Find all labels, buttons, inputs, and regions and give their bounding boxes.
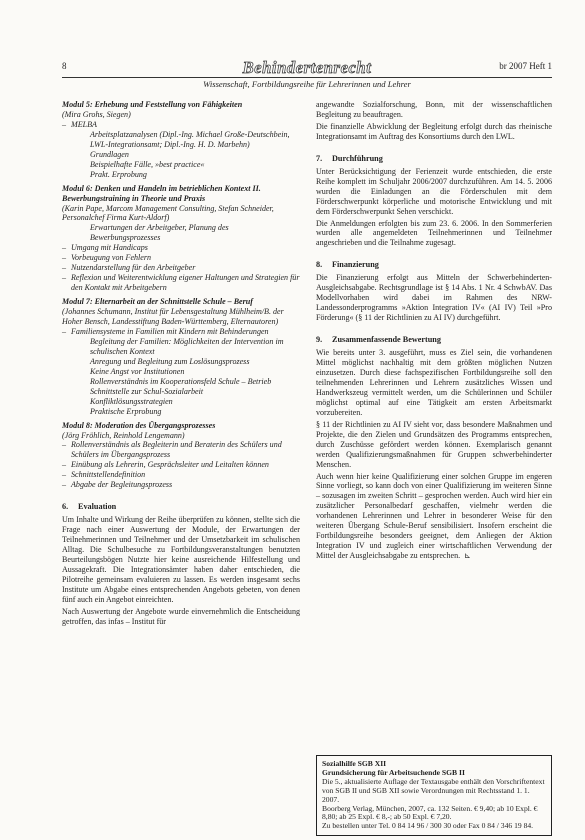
module-item: Beispielhafte Fälle, »best practice« — [90, 159, 205, 169]
module-item: Rollenverständnis im Kooperationsfeld Schule – Betrieb — [90, 376, 272, 386]
module-author: (Karin Pape, Marcom Management Consulting, Stefan Schneider, Personalchef Firma Kurt-Aldorf) — [62, 203, 274, 223]
module-item: Arbeitsplatzanalysen (Dipl.-Ing. Michael Große-Deutschbein, LWL-Integrationsamt; Dipl.-Ing. H. D. Marbehn) — [90, 129, 290, 149]
module-item: Keine Angst vor Institutionen — [90, 366, 185, 376]
module-heading: Modul 8: Moderation des Übergangsprozesses — [62, 420, 216, 430]
paragraph: Die Finanzierung erfolgt aus Mitteln der Schwerbehinderten-Ausgleichsabgabe. Rechtsgrundlage ist § 14 Abs. 1 Nr. 4 SchwbAV. Das Modellvorhaben wird dabei im Rahmen des NRW-Landessonderprogramms »Aktion Integration IV« (AI IV) Teil »Pro Förderung« (§ 11 der Richtlinien zu AI IV) durchgeführt. — [316, 273, 552, 323]
page-header — [62, 58, 552, 78]
module-author: (Johannes Schumann, Institut für Lebensgestaltung Mühlheim/B. der Hoher Bensch, Landesstiftung Baden-Württemberg, Elternautoren) — [62, 307, 284, 327]
module-item: – Abgabe der Begleitungsprozess — [62, 480, 300, 490]
module-item: Anregung und Begleitung zum Loslösungsprozess — [90, 356, 250, 366]
module-item: – Umgang mit Handicaps — [62, 243, 300, 253]
left-column — [62, 100, 300, 629]
section-heading-evaluation: 6. Evaluation — [62, 502, 117, 512]
module-item: Grundlagen — [90, 149, 129, 159]
module-item: – Reflexion und Weiterentwicklung eigener Haltungen und Strategien für den Kontakt mit Arbeitgebern — [62, 273, 300, 293]
module-item: – Einübung als Lehrerin, Gesprächsleiter und Leitalten können — [62, 460, 300, 470]
page-number: 8 — [62, 61, 67, 71]
module-item: – Rollenverständnis als Begleiterin und Beraterin des Schülers und Schülers im Übergangsprozess — [62, 440, 300, 460]
book-contact: Zu bestellen unter Tel. 0 84 14 96 / 300 30 oder Fax 0 84 / 346 19 84. — [322, 821, 534, 831]
module-item: Prakt. Erprobung — [90, 169, 147, 179]
right-column — [316, 100, 552, 563]
paragraph: Die finanzielle Abwicklung der Begleitung erfolgt durch das rheinische Integrationsamt im Auftrag des Konsortiums durch den LWL. — [316, 121, 552, 141]
paragraph: Die Anmeldungen erfolgten bis zum 23. 6. 2006. In den Sommerferien wurden alle angemeldeten Teilnehmerinnen und Teilnehmer angeschrieben und die Teilnahme zugesagt. — [316, 218, 552, 248]
module-heading: Modul 7: Elternarbeit an der Schnittstelle Schule – Beruf — [62, 297, 253, 307]
module-heading: Modul 5: Erhebung und Feststellung von Fähigkeiten — [62, 100, 243, 109]
book-order-info: Boorberg Verlag, München, 2007, ca. 132 Seiten. € 9,40; ab 10 Expl. € 8,80; ab 25 Expl. € 8,-; ab 50 Expl. € 7,20. — [322, 803, 538, 822]
module-author: (Mira Grohs, Siegen) — [62, 109, 131, 119]
module-item: Erwartungen der Arbeitgeber, Planung des Bewerbungsprozesses — [90, 223, 229, 243]
book-notice-box — [316, 755, 552, 836]
issue-label: br 2007 Heft 1 — [499, 61, 552, 71]
end-of-article-icon: ⊾ — [464, 551, 471, 561]
book-description: Die 5., aktualisierte Auflage der Textausgabe enthält den Vorschriftentext von SGB II und SGB XII sowie Verordnungen mit Rechtsstand 1. 1. 2007. — [322, 776, 545, 804]
module-item: Schnittstelle zur Schul-Sozialarbeit — [90, 386, 204, 396]
module-8 — [62, 421, 300, 491]
module-6 — [62, 184, 300, 293]
header-rule — [62, 77, 552, 78]
paragraph: Wie bereits unter 3. ausgeführt, muss es Ziel sein, die vorhandenen Mittel möglichst nachhaltig mit dem größten möglichen Nutzen einzusetzen. Durch diese fachspezifischen Fortbildungsreihe soll den teilnehmenden Lehrerinnen und Lehrern zusätzliches Wissen und Handwerkszeug vermittelt werden, um die Schülerinnen und Schüler möglichst optimal auf eine Tätigkeit am ersten Arbeitsmarkt vorzubereiten. — [316, 348, 552, 417]
module-item: – Nutzendarstellung für den Arbeitgeber — [62, 263, 300, 273]
paragraph: § 11 der Richtlinien zu AI IV sieht vor, dass besondere Maßnahmen und Projekte, die den Zielen und Grundsätzen des Programms entsprechen, durch Zuschüsse gefördert werden können. Exemplarisch genannt werden Qualifizierungsmaßnahmen für Gruppen schwerbehinderter Menschen. — [316, 419, 552, 469]
module-item: – MELBA — [62, 120, 300, 130]
module-item: – Schnittstellendefinition — [62, 470, 300, 480]
module-item: Praktische Erprobung — [90, 406, 162, 416]
section-heading-bewertung: 9. Zusammenfassende Bewertung — [316, 335, 441, 345]
book-title: Sozialhilfe SGB XII — [322, 759, 387, 768]
module-item: – Familiensysteme in Familien mit Kindern mit Behinderungen — [62, 327, 300, 337]
section-heading-durchfuehrung: 7. Durchführung — [316, 153, 383, 163]
module-5 — [62, 100, 300, 180]
paragraph: Nach Auswertung der Angebote wurde einvernehmlich die Entscheidung getroffen, das infas – Institut für — [62, 606, 300, 626]
module-author: (Jörg Fröhlich, Reinhold Lengemann) — [62, 430, 185, 440]
module-7 — [62, 297, 300, 416]
journal-masthead: Behindertenrecht — [242, 58, 372, 77]
book-subtitle: Grundsicherung für Arbeitsuchende SGB II — [322, 767, 465, 777]
section-subtitle: Wissenschaft, Fortbildungsreihe für Lehrerinnen und Lehrer — [203, 79, 411, 89]
paragraph: Um Inhalte und Wirkung der Reihe überprüfen zu können, stellte sich die Frage nach einer Auswertung der Module, der Erwartungen der Teilnehmerinnen und Teilnehmer und der Umsetzbarkeit im schulischen Alltag. Die Schulbesuche zu Fortbildungsveranstaltungen benutzten Beurteilungsbögen Nutzte hier keine ausreichende Hilfestellung und Aussagekraft. Die Integrationsämter haben daher entschieden, die Pilotreihe gemeinsam evaluieren zu lassen. Es werden insgesamt sechs Institute um Abgabe eines entsprechenden Angebots gebeten, von denen fünf auch ein Angebot einreichten. — [62, 515, 300, 604]
module-item: – Vorbeugung von Fehlern — [62, 253, 300, 263]
module-heading: Modul 6: Denken und Handeln im betrieblichen Kontext II. Bewerbungstraining in Theorie und Praxis — [62, 183, 261, 203]
module-item: Konfliktlösungsstrategien — [90, 396, 173, 406]
module-item: Begleitung der Familien: Möglichkeiten der Intervention im schulischen Kontext — [90, 336, 284, 356]
paragraph: Auch wenn hier keine Qualifizierung einer solchen Gruppe im engeren Sinne vorliegt, so kann doch von einer Qualifizierung im weiteren Sinne – sozusagen im zweiten Schritt – gesprochen werden. Auch wird hier ein zusätzlicher Personalbedarf geschaffen, vielmehr werden die vorhandenen Lehrerinnen und Lehrer in besonderer Weise für den weiteren Übergang Schule-Beruf sensibilisiert. Insofern erscheint die Fortbildungsreihe besonders geeignet, dem Anliegen der Aktion Integration IV und zugleich einer wirtschaftlichen Verwendung der Mittel der Ausgleichsabgabe zu entsprechen. ⊾ — [316, 471, 552, 561]
section-heading-finanzierung: 8. Finanzierung — [316, 260, 379, 270]
paragraph: Unter Berücksichtigung der Ferienzeit wurde entschieden, die erste Reihe komplett im Schuljahr 2006/2007 durchzuführen. Am 14. 5. 2006 wurden die Einladungen an die Förderschulen mit dem Förderschwerpunkt körperliche und motorische Entwicklung und mit dem Förderschwerpunkt Sehen verschickt. — [316, 166, 552, 216]
paragraph: angewandte Sozialforschung, Bonn, mit der wissenschaftlichen Begleitung zu beauftragen. — [316, 100, 552, 119]
